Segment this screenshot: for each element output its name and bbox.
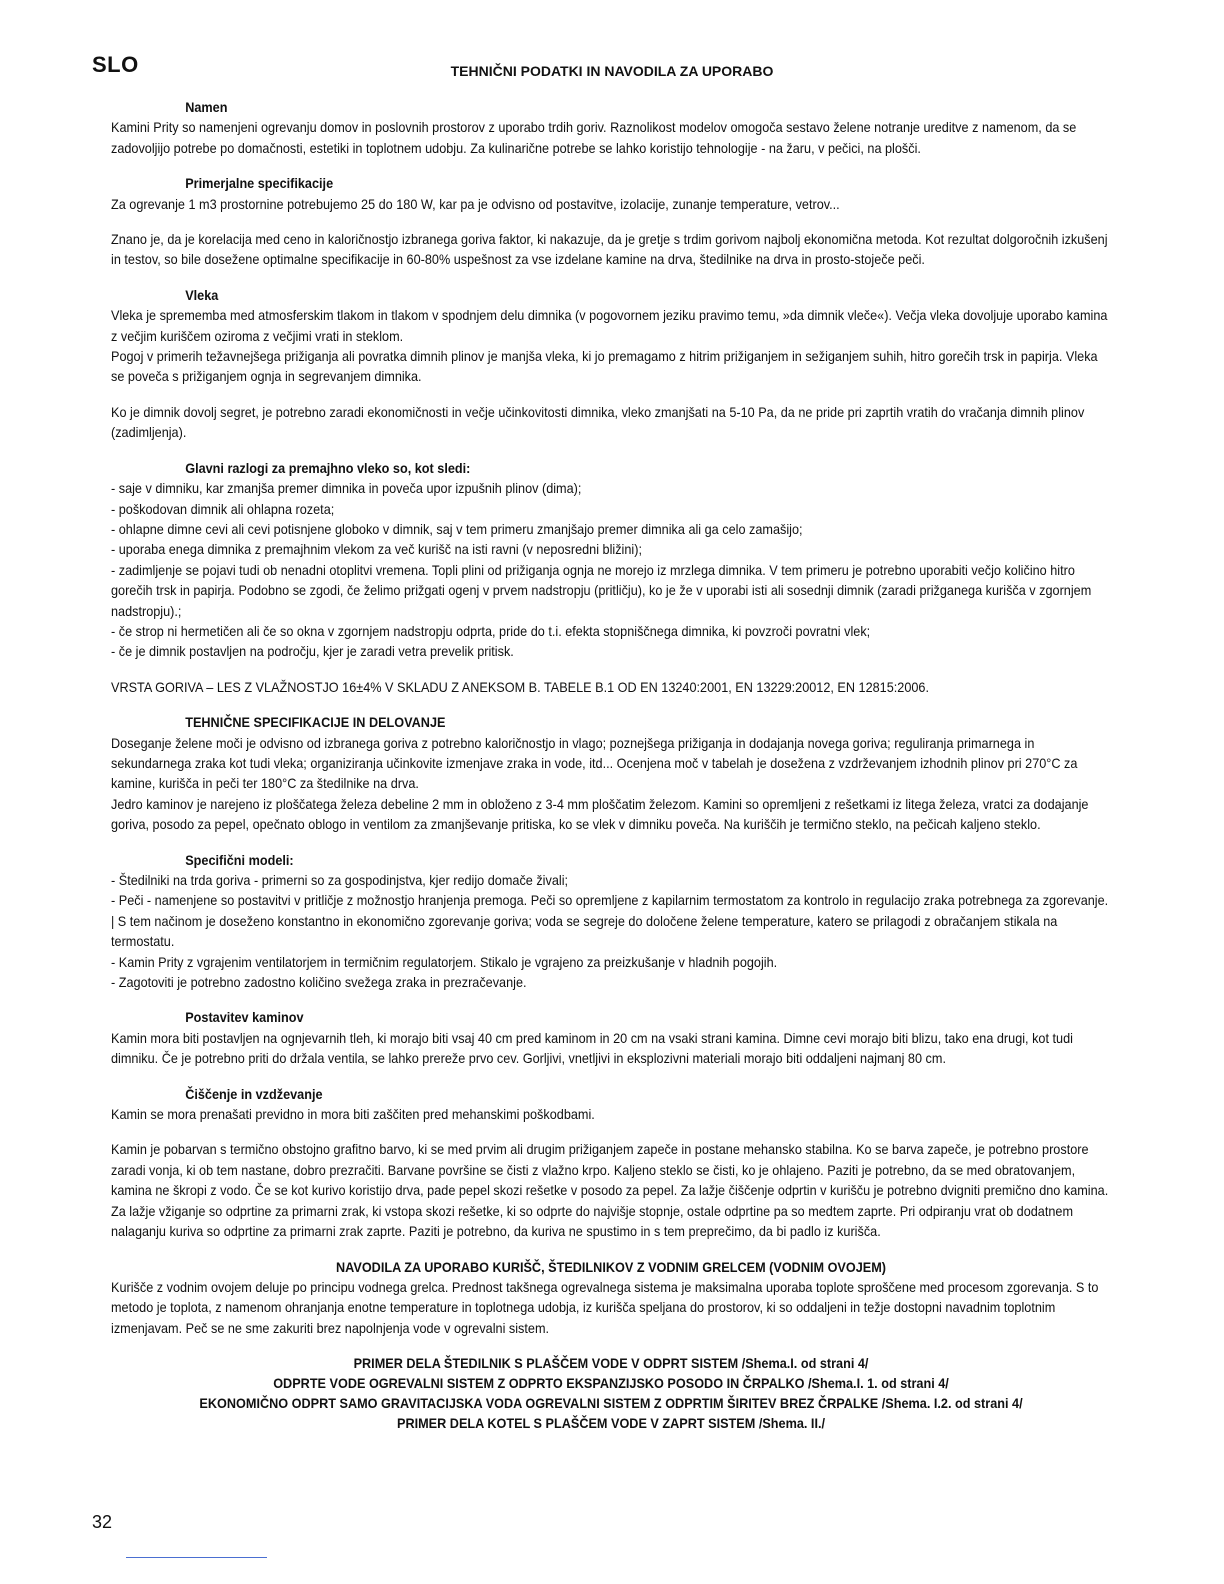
paragraph: Doseganje želene moči je odvisno od izbranega goriva z potrebno kaloričnostjo in vlago; poznejšega prižiganja in dodajanja novega goriva; reguliranja primarnega in sekundarnega zraka kot tudi vleka; organiziranja učinkovite izmenjave zraka in vode, itd... Ocenjena moč v tabelah je dosežena z vzdrževanjem izhodnih plinov pri 270°C za kamine, kurišča in peči ter 180°C za štedilnike na drva.	[111, 734, 1078, 792]
fuel-type-note: VRSTA GORIVA – LES Z VLAŽNOSTJO 16±4% V SKLADU Z ANEKSOM B. TABELE B.1 OD EN 13240:2001, EN 13229:20012, EN 12815:2006.	[111, 678, 930, 695]
paragraph: Pogoj v primerih težavnejšega prižiganja ali povratka dimnih plinov je manjša vleka, ki jo premagamo z hitrim prižiganjem in sežiganjem suhih, hitro gorečih trsk in papirja. Vleka se poveča s prižiganjem ognja in segrevanjem dimnika.	[111, 348, 1098, 385]
heading-namen: Namen	[185, 99, 228, 115]
example-line: PRIMER DELA KOTEL S PLAŠČEM VODE V ZAPRT SISTEM /Shema. II./	[396, 1415, 826, 1432]
list-item: - Zagotoviti je potrebno zadostno količino svežega zraka in prezračevanje.	[111, 974, 527, 991]
document-body	[111, 97, 1111, 1433]
list-item: - če je dimnik postavljen na področju, kjer je zaradi vetra prevelik pritisk.	[111, 643, 514, 660]
list-item: - Štedilniki na trda goriva - primerni so za gospodinjstva, kjer redijo domače živali;	[111, 872, 569, 888]
footer-rule	[126, 1557, 267, 1558]
heading-primerjalne: Primerjalne specifikacije	[185, 175, 334, 192]
language-code: SLO	[92, 52, 139, 77]
list-item: - zadimljenje se pojavi tudi ob nenadni otoplitvi vremena. Topli plini od prižiganja ognja ne morejo iz mrzlega dimnika. V tem primeru je potrebno uporabiti večjo količino hitro gorečih trsk in papirja. Podobno se zgodi, če želimo prižgati ogenj v prvem nadstropju (pritličju), ko je že v uporabi isti ali sosednji dimnik (zaradi prižganega kurišča v zgornjem nadstropju).;	[111, 561, 1092, 619]
paragraph: Znano je, da je korelacija med ceno in kaloričnostjo izbranega goriva faktor, ki nakazuje, da je gretje s trdim gorivom najbolj ekonomična metoda. Kot rezultat dolgoročnih izkušenj in testov, so bile dosežene optimalne specifikacije in 60-80% uspešnost za vse izdelane kamine na drva, štedilnike na drva in prosto-stoječe peči.	[111, 231, 1108, 268]
paragraph: Kamin mora biti postavljen na ognjevarnih tleh, ki morajo biti vsaj 40 cm pred kaminom in 20 cm na vsaki strani kamina. Dimne cevi morajo biti blizu, tako ena drugi, kot tudi dimniku. Če je potrebno priti do držala ventila, se lahko prereže prvo cev. Gorljivi, vnetljivi in eksplozivni materiali morajo biti oddaljeni najmanj 80 cm.	[111, 1029, 1073, 1067]
page-title: TEHNIČNI PODATKI IN NAVODILA ZA UPORABO	[450, 63, 774, 79]
paragraph: Jedro kaminov je narejeno iz ploščatega železa debeline 2 mm in obloženo z 3-4 mm ploščatim železom. Kamini so opremljeni z rešetkami iz litega železa, vratci za dodajanje goriva, posodo za pepel, opečnato oblogo in ventilom za zmanjševanje pritiska, ko se vlek v dimniku poveča. Na kuriščih je termično steklo, na pečicah kaljeno steklo.	[111, 795, 1089, 833]
heading-postavitev: Postavitev kaminov	[185, 1009, 304, 1026]
example-line: PRIMER DELA ŠTEDILNIK S PLAŠČEM VODE V ODPRT SISTEM /Shema.I. od strani 4/	[353, 1355, 869, 1372]
list-item: - če strop ni hermetičen ali če so okna v zgornjem nadstropju odprta, pride do t.i. efekta stopniščnega dimnika, ki povzroči povratni vlek;	[111, 622, 871, 639]
paragraph: Kamini Prity so namenjeni ogrevanju domov in poslovnih prostorov z uporabo trdih goriv. Raznolikost modelov omogoča sestavo želene notranje ureditve z namenom, da se zadovoljijo potrebe po domačnosti, estetiki in toplotnem udobju. Za kulinarične potrebe se lahko koristijo tehnologije - na žaru, v pečici, na plošči.	[111, 119, 1077, 156]
heading-specificni: Specifični modeli:	[185, 851, 294, 868]
heading-navodila: NAVODILA ZA UPORABO KURIŠČ, ŠTEDILNIKOV Z VODNIM GRELCEM (VODNIM OVOJEM)	[336, 1258, 887, 1275]
list-item: - Kamin Prity z vgrajenim ventilatorjem in termičnim regulatorjem. Stikalo je vgrajeno za preizkušanje v hladnih pogojih.	[111, 953, 778, 970]
list-item: - ohlapne dimne cevi ali cevi potisnjene globoko v dimnik, saj v tem primeru zmanjšajo premer dimnika ali ga celo zamašijo;	[111, 520, 803, 537]
paragraph: Kurišče z vodnim ovojem deluje po principu vodnega grelca. Prednost takšnega ogrevalnega sistema je maksimalna uporaba toplote sproščene med procesom zgorevanja. S to metodo je toplota, z namenom ohranjanja enotne temperature in toplotnega udobja, iz kurišča speljana do prostorov, ki so oddaljeni in težje dostopni navadnim toplotnim izmenjavam. Peč se ne sme zakuriti brez napolnjenja vode v ogrevalni sistem.	[111, 1278, 1099, 1336]
list-item: - poškodovan dimnik ali ohlapna rozeta;	[111, 500, 335, 517]
example-line: ODPRTE VODE OGREVALNI SISTEM Z ODPRTO EKSPANZIJSKO POSODO IN ČRPALKO /Shema.I. 1. od strani 4/	[273, 1375, 949, 1392]
heading-tehnicne: TEHNIČNE SPECIFIKACIJE IN DELOVANJE	[185, 714, 446, 731]
paragraph: Za ogrevanje 1 m3 prostornine potrebujemo 25 do 180 W, kar pa je odvisno od postavitve, izolacije, zunanje temperature, vetrov...	[111, 195, 840, 212]
heading-ciscenje: Čiščenje in vzdževanje	[185, 1085, 323, 1102]
paragraph: Kamin je pobarvan s termično obstojno grafitno barvo, ki se med prvim ali drugim prižiganjem zapeče in postane mehansko stabilna. Ko se barva zapeče, je potrebno prostore zaradi vonja, ki ob tem nastane, dobro prezračiti. Barvane površine se čisti z vlažno krpo. Kaljeno steklo se čisti, ko je ohlajeno. Paziti je potrebno, da se med obratovanjem, kamina ne škropi z vodo. Če se kot kurivo koristijo drva, pade pepel skozi rešetke v posodo za pepel. Za lažje čiščenje odprtin v kurišču je potrebno dvigniti premično dno kamina. Za lažje vžiganje so odprtine za primarni zrak, ki vstopa skozi rešetke, ki so odprte do najvišje stopnje, ostale odprtine pa so medtem zaprte. Pri odpiranju vrat ob dodatnem nalaganju kuriva so odprtine za primarni zrak zaprte. Paziti je potrebno, da kuriva ne spustimo in s tem preprečimo, da bi padlo iz kurišča.	[111, 1141, 1109, 1240]
list-item: - saje v dimniku, kar zmanjša premer dimnika in poveča upor izpušnih plinov (dima);	[111, 480, 582, 497]
heading-razlogi: Glavni razlogi za premajhno vleko so, kot sledi:	[185, 459, 471, 476]
page-number: 32	[92, 1512, 113, 1532]
example-line: EKONOMIČNO ODPRT SAMO GRAVITACIJSKA VODA OGREVALNI SISTEM Z ODPRTIM ŠIRITEV BREZ ČRPALKE /Shema. I.2. od strani 4/	[199, 1395, 1023, 1412]
paragraph: Vleka je sprememba med atmosferskim tlakom in tlakom v spodnjem delu dimnika (v pogovornem jeziku pravimo temu, »da dimnik vleče«). Večja vleka dovoljuje uporabo kamina z večjim kuriščem oziroma z večjimi vrati in steklom.	[111, 307, 1108, 344]
list-item: - Peči - namenjene so postavitvi v pritličje z možnostjo hranjenja premoga. Peči so opremljene z kapilarnim termostatom za kontrolo in regulacijo zraka potrebnega za zgorevanje. | S tem načinom je doseženo konstantno in ekonomično zgorevanje goriva; voda se segreje do določene želene temperature, katero se prilagodi z obračanjem stikala na termostatu.	[111, 892, 1109, 950]
list-item: - uporaba enega dimnika z premajhnim vlekom za več kurišč na isti ravni (v neposredni bližini);	[111, 541, 642, 558]
heading-vleka: Vleka	[185, 286, 219, 303]
paragraph: Kamin se mora prenašati previdno in mora biti zaščiten pred mehanskimi poškodbami.	[111, 1106, 595, 1123]
paragraph: Ko je dimnik dovolj segret, je potrebno zaradi ekonomičnosti in večje učinkovitosti dimnika, vleko zmanjšati na 5-10 Pa, da ne pride pri zaprtih vratih do vračanja dimnih plinov (zadimljenja).	[111, 403, 1085, 441]
